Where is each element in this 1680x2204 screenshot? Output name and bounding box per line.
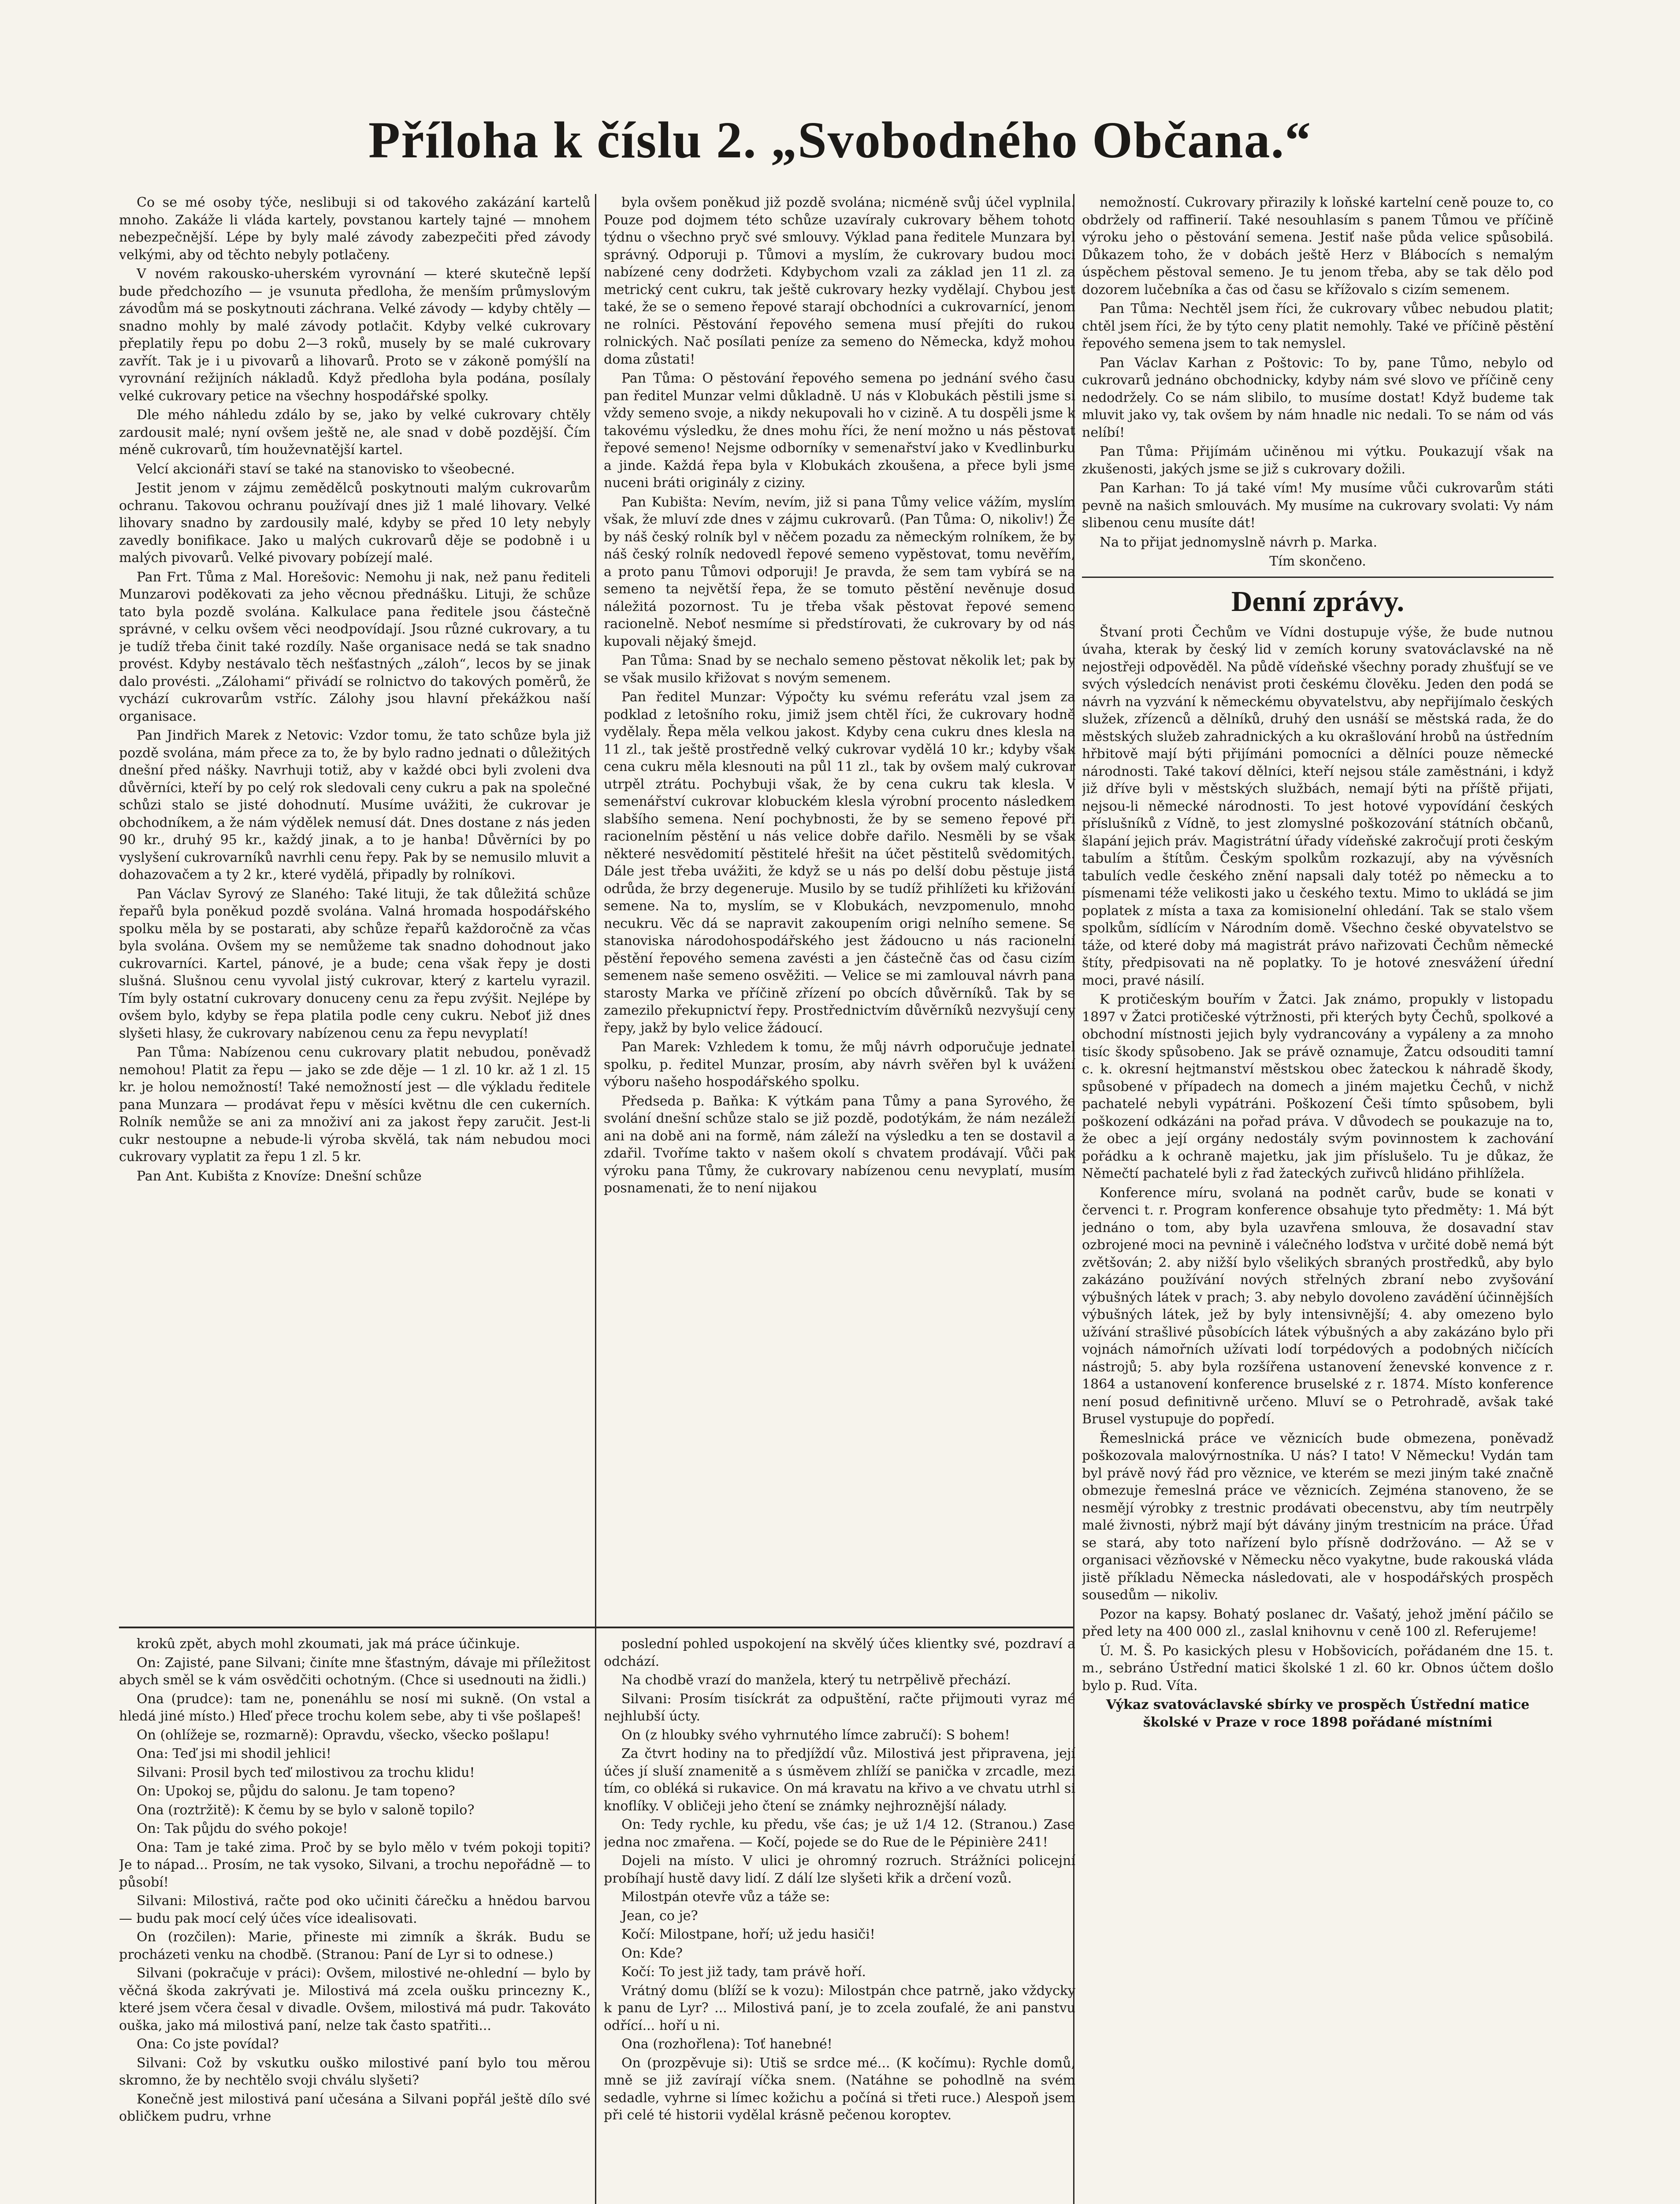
paragraph: Silvani: Prosím tisíckrát za odpuštění, račte přijmouti vyraz mé nejhlubší úcty.	[604, 1691, 1075, 1724]
paragraph: Pan Kubišta: Nevím, nevím, již si pana Tůmy velice vážím, myslím však, že mluví zde dnes v zájmu cukrovarů. (Pan Tůma: O, nikoliv!) Že by náš český rolník byl v něčem pozadu za německým rolníkem, že by náš český rolník nedovedl řepové semeno vypěstovat, tomu nevěřím, a proto panu Tůmovi odporuji! Je pravda, že sem tam vybírá se na semeno ta největší řepa, že se tomuto pěstění nevěnuje dosud náležitá pozornost. Tu je třeba však pěstovat řepové semeno racionelně. Neboť nesmíme si předstírovati, že cukrovary by od nás kupovali nějaký šmejd.	[604, 494, 1075, 649]
paragraph: On: Kde?	[621, 1945, 683, 1961]
paragraph: Pan Jindřich Marek z Netovic: Vzdor tomu, že tato schůze byla již pozdě svolána, mám přece za to, že by bylo radno jednati o důležitých dnešní před nášky. Navrhuji totiž, aby v každé obci byli zvoleni dva důvěrníci, kteří by po celý rok sledovali ceny cukru a pak na společné schůzi stalo se jisté dohodnutí. Musíme uvážiti, že cukrovar je obchodníkem, a že nám výdělek nemusí dát. Dnes dostane z nás jeden 90 kr., druhý 95 kr., každý jinak, a to je hanba! Důvěrníci by po vyslyšení cukrovarníků navrhli cenu řepy. Pak by se nemusilo mluvit a dohazovačem a ty 2 kr., které vydělá, připadly by rolníkovi.	[119, 728, 591, 882]
paragraph: Předseda p. Baňka: K výtkám pana Tůmy a pana Syrového, že svolání dnešní schůze stalo se již pozdě, podotýkám, že nám nezáleží ani na době ani na formě, nám záleží na výsledku a ten se dostavil a zdařil. Tvoříme takto v našem okolí s chvatem prodávají. Vůči pak výroku pana Tůmy, že cukrovary nabízenou cenu nevyplatí, musím posnamenati, že to není nijakou	[604, 1093, 1075, 1196]
paragraph: Silvani (pokračuje v práci): Ovšem, milostivé ne-ohlední — bylo by věčná škoda zakrývati je. Milostivá má zcela oušku princezny K., které jsem včera česal v divadle. Ovšem, milostivá má pudr. Takováto ouška, jako má milostivá paní, nelze tak často spatřiti...	[119, 1966, 591, 2033]
paragraph: Ona: Teď jsi mi shodil jehlici!	[137, 1746, 331, 1761]
paragraph: Pan ředitel Munzar: Výpočty ku svému referátu vzal jsem za podklad z letošního roku, jimiž jsem chtěl říci, že cukrovary hodně vydělaly. Řepa měla velkou jakost. Kdyby cena cukru dnes klesla na 11 zl., tak ještě prostředně velký cukrovar vydělá 10 kr.; kdyby však cena cukru měla klesnouti na půl 11 zl., tak by ovšem malý cukrovar utrpěl ztrátu. Pochybuji však, že by cena cukru tak klesla. V semenářství cukrovar klobuckém klesla výrobní procento následkem slabšího semena. Není pochybnosti, že by se semeno řepové při racionelním pěstění u nás velice dobře dařilo. Nesměli by se však některé nesvědomití pěstitelé hřešit na účet pěstitelů svědomitých. Dále jest třeba uvážiti, že když se u nás po delší dobu pěstuje jistá odrůda, že brzy degeneruje. Musilo by se tudíž přihlížeti ku křižování semene. Na to, myslím, se v Klobukách, nevzpomenulo, mnoho necukru. Věc dá se napravit zakoupením origi nelního semene. Se stanoviska národohospodářského jest žádoucno u nás racionelní pěstění řepového semena zavésti a jen částečně čas od času cizím semenem naše semeno osvěžiti. — Velice se mi zamlouval návrh pana starosty Marka ve příčině zřízení po obcích důvěrníků. Tak by se zamezilo překupnictví řepy. Prostřednictvím důvěrníků nezvyšují ceny řepy, jakž by bylo velice žádoucí.	[604, 689, 1075, 1036]
paragraph: On (ohlížeje se, rozmarně): Opravdu, všecko, všecko pošlapu!	[137, 1727, 550, 1743]
paragraph: Tím skončeno.	[1269, 554, 1366, 569]
paragraph: Konference míru, svolaná na podnět carův, bude se konati v červenci t. r. Program konference obsahuje tyto předměty: 1. Má být jednáno o tom, aby byla uzavřena smlouva, že dosavadní stav ozbrojené moci na pevnině i válečného loďstva v určité době nemá být zvětšován; 2. aby nižší bylo všelikých sbraných prostředků, aby bylo zakázáno používání nových střelných zbraní nebo zvyšování výbušných látek v prach; 3. aby nebylo dovoleno zavádění účinnějších výbušných látek, jež by byly intensivnější; 4. aby omezeno bylo užívání strašlivé působících látek výbušných a aby zakázáno bylo při vojnách námořních užívati lodí torpédových a podobných ničících nástrojů; 5. aby byla rozšířena ustanovení ženevské konvence z r. 1864 a ustanovení konference bruselské z r. 1874. Místo konference není posud definitivně určeno. Mluví se o Petrohradě, avšak také Brusel vystupuje do popředí.	[1082, 1185, 1554, 1427]
paragraph: Pan Václav Syrový ze Slaného: Také lituji, že tak důležitá schůze řepařů byla poněkud pozdě svolána. Valná hromada hospodářského spolku měla by se postarati, aby schůze řepařů každoročně za včas byla svolána. Ovšem my se nemůžeme tak snadno dohodnout jako cukrovarníci. Kartel, pánové, je a bude; cena však řepy je dosti slušná. Slušnou cenu vyvolal jistý cukrovar, který z kartelu vyrazil. Tím byly ostatní cukrovary donuceny cenu za řepu zvýšit. Nejlépe by ovšem bylo, kdyby se řepa platila podle ceny cukru. Neboť již dnes slyšeti hlasy, že cukrovary nabízenou cenu za řepu nevyplatí!	[119, 886, 591, 1041]
paragraph: Kočí: To jest již tady, tam právě hoří.	[621, 1964, 866, 1980]
paragraph: Pan Tůma: Přijímám učiněnou mi výtku. Poukazují však na zkušenosti, jakých jsme se již s cukrovary dožili.	[1082, 444, 1554, 477]
paragraph: Pozor na kapsy. Bohatý poslanec dr. Vašatý, jehož jmění páčilo se před lety na 400 000 zl., zaslal knihovnu v ceně 100 zl. Referujeme!	[1082, 1606, 1554, 1639]
paragraph: Vrátný domu (blíží se k vozu): Milostpán chce patrně, jako vždycky k panu de Lyr? ... Milostivá paní, je to zcela zoufalé, že ani panstvu odřící... hoří u ni.	[604, 1983, 1075, 2033]
paragraph: Jean, co je?	[621, 1908, 698, 1924]
column-rule	[595, 194, 596, 2204]
paragraph: Jestit jenom v zájmu zemědělců poskytnouti malým cukrovarům ochranu. Takovou ochranu používají dnes již 1 malé lihovary. Velké lihovary snadno by zardousily malé, kdyby se před 10 lety nebyly zavedly bonifikace. Jako u malých cukrovarů děje se podobně i u malých pivovarů. Velké pivovary pobízejí malé.	[119, 480, 591, 566]
paragraph: Výkaz svatováclavské sbírky ve prospěch Ústřední matice školské v Praze v roce 1898 pořádané místními	[1106, 1697, 1530, 1730]
paragraph: Pan Tůma: Nechtěl jsem říci, že cukrovary vůbec nebudou platit; chtěl jsem říci, že by týto ceny platit nemohly. Také ve příčině pěstění řepového semena jsem to tak nemyslel.	[1082, 301, 1554, 351]
paragraph: Kočí: Milostpane, hoří; už jedu hasiči!	[621, 1927, 875, 1942]
paragraph: Silvani: Prosil bych teď milostivou za trochu klidu!	[137, 1765, 475, 1780]
paragraph: Dojeli na místo. V ulici je ohromný rozruch. Strážníci policejní probíhají hustě davy lidí. Z dálí lze slyšeti křik a drčení vozů.	[604, 1853, 1075, 1886]
paragraph: Za čtvrt hodiny na to předjíždí vůz. Milostivá jest připravena, její účes jí sluší znamenitě a s úsměvem zhlíží se panička v zrcadle, mezi tím, co obléká si rukavice. On má kravatu na křivo a ve chvatu utrhl si knoflíky. V obličeji jeho čtení se známky nejhroznější nálady.	[604, 1746, 1075, 1814]
paragraph: Ona: Co jste povídal?	[137, 2036, 279, 2052]
paragraph: Pan Marek: Vzhledem k tomu, že můj návrh odporučuje jednatel spolku, p. ředitel Munzar, prosím, aby návrh svěřen byl k uvážení výboru našeho hospodářského spolku.	[604, 1039, 1075, 1090]
column-3	[1082, 194, 1554, 2204]
paragraph: Pan Frt. Tůma z Mal. Horešovic: Nemohu ji nak, než panu řediteli Munzarovi poděkovati za jeho věcnou přednášku. Lituji, že schůze tato byla pozdě svolána. Kalkulace pana ředitele jsou částečně správné, v celku ovšem věci neodpovídají. Jsou různé cukrovary, a tu je tudíž třeba činit také rozdíly. Naše organisace nedá se tak snadno provést. Kdyby nestávalo těch nešťastných „záloh“, lecos by se jinak dalo provésti. „Zálohami“ přivádí se rolnictvo do takových poměrů, že vychází cukrovarům vstříc. Zálohy jsou hlavní překážkou naší organisace.	[119, 569, 591, 724]
paragraph: Pan Václav Karhan z Poštovic: To by, pane Tůmo, nebylo od cukrovarů jednáno obchodnicky, kdyby nám své slovo ve příčině ceny nedodržely. Co se nám slibilo, to musíme dostat! Když budeme tak mluvit jako vy, tak ovšem by nám hnadle nic nedali. To se nám od vás nelíbí!	[1082, 355, 1554, 440]
feuilleton-column-2	[604, 1635, 1075, 2204]
section-heading: Denní zprávy.	[1231, 585, 1405, 618]
page-title: Příloha k číslu 2. „Svobodného Občana.“	[368, 111, 1312, 169]
paragraph: K protičeským bouřím v Žatci. Jak známo, propukly v listopadu 1897 v Žatci protičeské výtržnosti, při kterých byty Čechů, spolkové a obchodní místnosti jejich byly vydrancovány a vypáleny a za mnoho tisíc škody spůsobeno. Jak se právě oznamuje, Žatcu odsouditi tamní c. k. okresní hejtmanství městskou obec žateckou k náhradě škody, spůsobené v případech na domech a jiném majetku Čechů, v nichž pachatelé nebyli vypátráni. Poškození Češi tímto spůsobem, byli poškození odkázáni na pořad práva. V důvodech se poukazuje na to, že obec a její orgány nedostály svým povinnostem k zachování pořádku a k ochraně majetku, jak jim příslušelo. Tu je důkaz, že Němečtí pachatelé byli z řad žateckých zuřivců hlidáno přihlížela.	[1082, 992, 1554, 1181]
column-1	[119, 194, 591, 1627]
paragraph: Ona (roztržitě): K čemu by se bylo v saloně topilo?	[137, 1802, 475, 1818]
paragraph: Pan Tůma: O pěstování řepového semena po jednání svého času pan ředitel Munzar velmi důkladně. U nás v Klobukách pěstili jsme si vždy semeno svoje, a nikdy nekupovali ho v cizině. A tu dospěli jsme k takovému výsledku, že dnes mohu říci, že není možno u nás pěstovat řepové semeno! Nejsme odborníky v semenařství jako v Kvedlinburku a jinde. Každá řepa byla v Klobukách zkoušena, a přece byli jsme nuceni bráti originály z ciziny.	[604, 371, 1075, 491]
paragraph: byla ovšem poněkud již pozdě svolána; nicméně svůj účel vyplnila. Pouze pod dojmem této schůze uzavíraly cukrovary během tohoto týdnu o všechno pryč své smlouvy. Výklad pana ředitele Munzara byl správný. Odporuji p. Tůmovi a myslím, že cukrovary budou moci nabízené ceny dodržeti. Kdybychom vzali za základ jen 11 zl. za metrický cent cukru, tak ještě cukrovary hezky vydělají. Chybou jest také, že se o semeno řepové starají obchodníci a cukrovarnící, jenom ne rolníci. Pěstování řepového semena musí přejíti do rukou rolnických. Nač posílati peníze za semeno do Německa, když mohou doma zůstati!	[604, 195, 1075, 367]
paragraph: Ona (rozhořlena): Toť hanebné!	[621, 2036, 833, 2052]
paragraph: Pan Tůma: Nabízenou cenu cukrovary platit nebudou, poněvadž nemohou! Platit za řepu — jako se zde děje — 1 zl. 10 kr. až 1 zl. 15 kr. je holou nemožností! Také nemožností jest — dle výkladu ředitele pana Munzara — prodávat řepu v měsíci květnu dle cen cukerních. Rolník nemůže se ani za množiví ani za jakost řepy zaručit. Jest-li cukr nestoupne a nebude-li výroba skvělá, tak nám nebudou moci cukrovary vyplatit za řepu 1 zl. 5 kr.	[119, 1045, 591, 1165]
paragraph: On: Upokoj se, půjdu do salonu. Je tam topeno?	[137, 1783, 455, 1799]
paragraph: Štvaní proti Čechům ve Vídni dostupuje výše, že bude nutnou úvaha, kterak by český lid v zemích koruny svatováclavské na ně nejostřeji odpověděl. Na půdě vídeňské všechny porady zhušťují se ve svých výsledcích nenávist proti českému člověku. Jeden den podá se návrh na vyzvání k německému obyvatelstvu, aby nepřijímalo českých služek, zřízenců a dělníků, druhý den usnáší se městská rada, že do městských služeb zahradnických a ku okrašlování hrobů na ústředním hřbitově mají býti přijímáni pomocníci a dělníci pouze německé národnosti. Také takoví dělníci, kteří nejsou stále zaměstnáni, i když již dříve byli v městských službách, nemají býti na příště přijati, nejsou-li německé národnosti. To jest hotové vypovídání českých příslušníků z Vídně, to jest zlomyslné poškozování státních občanů, šlapání jejich práv. Magistrátní úřady vídeňské zakročují proti českým tabulím a štítům. Českým spolkům rozkazují, aby na vývěsních tabulích vedle českého znění napsali daly totéž po německu a to písmenami téže velikosti jako u českého textu. Mimo to ukládá se jim poplatek z místa a taxa za komisionelní ohledání. Tak se stalo všem spolkům, sídlícím v Národním domě. Všechno české obyvatelstvo se táže, od které doby má magistrát právo nařizovati Čechům německé štíty, předpisovati na ně poplatky. To je hotové znesvážení úřední moci, pravé násilí.	[1082, 624, 1554, 988]
paragraph: Silvani: Milostivá, račte pod oko učiniti čárečku a hnědou barvou — budu pak mocí celý účes více idealisovati.	[119, 1893, 591, 1926]
paragraph: Ona (prudce): tam ne, ponenáhlu se nosí mi sukně. (On vstal a hledá jiné místo.) Hleď přece trochu kolem sebe, aby ti vše pošlapeš!	[119, 1691, 591, 1724]
paragraph: Milostpán otevře vůz a táže se:	[621, 1889, 830, 1905]
paragraph: krokû zpět, abych mohl zkoumati, jak má práce účinkuje.	[137, 1636, 520, 1652]
paragraph: On (prozpěvuje si): Utiš se srdce mé... (K kočímu): Rychle domů, mně se již zavírají víčka snem. (Natáhne se pohodlně na svém sedadle, vyhrne si límec kožichu a počíná si třeti ruce.) Alespoň jsem při celé té historii vydělal krásně pečenou koroptev.	[604, 2055, 1075, 2123]
section-rule	[1082, 577, 1554, 578]
paragraph: Velcí akcionáři staví se také na stanovisko to všeobecné.	[137, 461, 515, 477]
feuilleton-column-1	[119, 1635, 591, 2204]
paragraph: Ú. M. Š. Po kasických plesu v Hobšovicích, pořádaném dne 15. t. m., sebráno Ústřední matici školské 1 zl. 60 kr. Obnos účtem došlo bylo p. Rud. Víta.	[1082, 1643, 1554, 1694]
paragraph: Řemeslnická práce ve věznicích bude obmezena, poněvadž poškozovala malovýrnostníka. U nás? I tato! V Německu! Vydán tam byl právě nový řád pro věznice, ve kterém se mezi jiným také značně obmezuje řemeslná práce ve věznicích. Zejména stanoveno, že se nesmějí výrobky z trestnic prodávati obecenstvu, aby tím neutrpěly malé živnosti, nýbrž mají být dávány jiným trestnicím na práce. Úřad se stará, aby toto nařízení bylo přísně dodržováno. — Až se v organisaci vězňovské v Německu něco vyakytne, bude rakouská vláda jistě příkladu Německa následovati, ale v hospodářských prospěch sousedům — nikoliv.	[1082, 1430, 1554, 1603]
paragraph: poslední pohled uspokojení na skvělý účes klientky své, pozdraví a odchází.	[604, 1636, 1075, 1669]
paragraph: Na chodbě vrazí do manžela, který tu netrpělivě přechází.	[621, 1672, 1011, 1688]
paragraph: Na to přijat jednomyslně návrh p. Marka.	[1100, 534, 1378, 550]
paragraph: V novém rakousko-uherském vyrovnání — které skutečně lepší bude předchozího — je vsunuta předloha, že menším průmyslovým závodům má se poskytnouti záchrana. Velké závody — kdyby chtěly — snadno mohly by malé závody potlačit. Kdyby velké cukrovary přeplatily řepu po dobu 2—3 roků, musely by se malé cukrovary zavřít. Tak je i u pivovarů a lihovarů. Proto se v zákoně pomýšlí na vyrovnání režijních nákladů. Když předloha byla podána, posílaly velké cukrovary petice na všechny hospodářské spolky.	[119, 266, 591, 404]
paragraph: On (z hloubky svého vyhrnutého límce zabručí): S bohem!	[621, 1727, 1010, 1743]
column-2	[604, 194, 1075, 1627]
paragraph: Pan Ant. Kubišta z Knovíze: Dnešní schůze	[137, 1168, 422, 1184]
paragraph: On: Tedy rychle, ku předu, vše ćas; je už 1/4 12. (Stranou.) Zase jedna noc zmařena. — Kočí, pojede se do Rue de le Pépinière 241!	[604, 1817, 1075, 1850]
paragraph: nemožností. Cukrovary přirazily k loňské kartelní ceně pouze to, co obdržely od raffinerií. Také nesouhlasím s panem Tůmou ve příčině výroku jeho o pěstování semena. Jestiť naše půda velice spůsobilá. Důkazem toho, že v dobách ještě Herz v Blábocích s nemalým úspěchem pěstoval semeno. Je tu jenom třeba, aby se tak dělo pod dozorem lučebníka a čas od času se křížovalo s cizím semenem.	[1082, 195, 1554, 298]
paragraph: Ona: Tam je také zima. Proč by se bylo mělo v tvém pokoji topiti? Je to nápad... Prosím, ne tak vysoko, Silvani, a trochu nepořádně — to působí!	[119, 1839, 591, 1890]
paragraph: Pan Tůma: Snad by se nechalo semeno pěstovat několik let; pak by se však musilo křižovat s novým semenem.	[604, 653, 1075, 686]
paragraph: On (rozčilen): Marie, přineste mi zimník a škrák. Budu se procházeti venku na chodbě. (Stranou: Paní de Lyr si to odnese.)	[119, 1929, 591, 1962]
paragraph: Co se mé osoby týče, neslibuji si od takového zakázání kartelů mnoho. Zakáže li vláda kartely, povstanou kartely tajné — mnohem nebezpečnější. Lépe by byly malé závody zabezpečiti před závody velkými, aby od těchto nebyly potlačeny.	[119, 195, 591, 263]
paragraph: Konečně jest milostivá paní učesána a Silvani popřál ještě dílo své obličkem pudru, vrhne	[119, 2091, 591, 2124]
paragraph: On: Zajisté, pane Silvani; činíte mne šťastným, dávaje mi příležitost abych směl se k vám osvědčiti ochotným. (Chce si usednouti na židli.)	[119, 1655, 591, 1688]
feuilleton-separator	[119, 1627, 1073, 1628]
paragraph: Dle mého náhledu zdálo by se, jako by velké cukrovary chtěly zardousit malé; nyní ovšem ještě ne, ale snad v době pozdější. Čím méně cukrovarů, tím houževnatější kartel.	[119, 407, 591, 458]
paragraph: On: Tak půjdu do svého pokoje!	[137, 1821, 348, 1836]
paragraph: Silvani: Což by vskutku ouško milostivé paní bylo tou měrou skromno, že by nechtělo svoji chválu slyšeti?	[119, 2055, 591, 2088]
paragraph: Pan Karhan: To já také vím! My musíme vůči cukrovarům státi pevně na našich smlouvách. My musíme na cukrovary svolati: Vy nám slibenou cenu musíte dát!	[1082, 480, 1554, 531]
